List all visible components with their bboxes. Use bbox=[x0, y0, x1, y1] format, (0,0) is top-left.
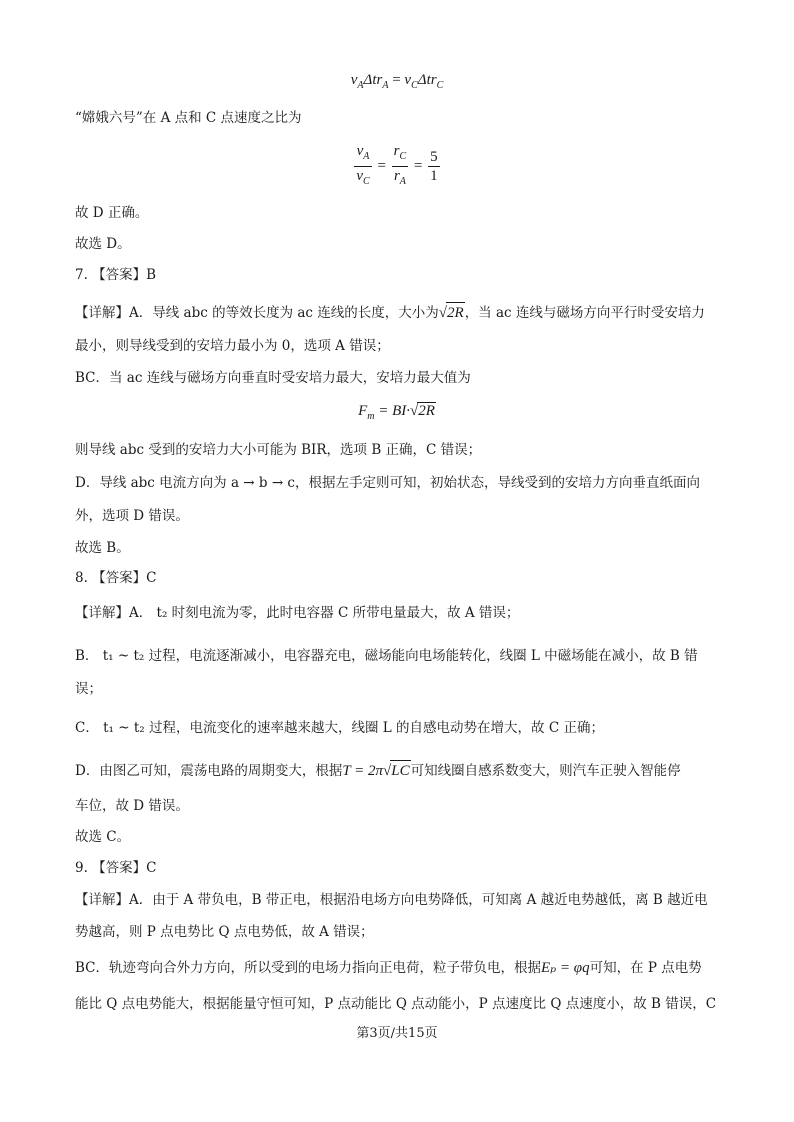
equation-velocity-ratio: $\frac{v_A}{v_C}$ = $\frac{r_C}{r_A}$ = $\frac{5}{1}$ bbox=[0, 142, 794, 191]
question-8-answer: 8. 【答案】C bbox=[75, 570, 157, 586]
text-line: 故 D 正确。 bbox=[75, 205, 149, 221]
eq-dtr: Δtr bbox=[363, 72, 383, 88]
text-line: 车位，故 D 错误。 bbox=[75, 798, 189, 814]
eq-sub: C bbox=[411, 80, 418, 91]
text-line: 故选 D。 bbox=[75, 236, 131, 252]
text-line: 则导线 abc 受到的安培力大小可能为 BIR，选项 B 正确，C 错误； bbox=[75, 442, 482, 458]
question-9-answer: 9. 【答案】C bbox=[75, 860, 157, 876]
text-line: 最小，则导线受到的安培力最小为 0，选项 A 错误； bbox=[75, 338, 390, 354]
text-line: 故选 B。 bbox=[75, 540, 130, 556]
eq-v: v bbox=[350, 72, 358, 88]
fraction: $\frac{v_A}{v_C}$ bbox=[356, 143, 370, 187]
text-line: BC．当 ac 连线与磁场方向垂直时受安培力最大，安培力最大值为 bbox=[75, 370, 471, 386]
eq-sub: A bbox=[382, 80, 389, 91]
fraction: $\frac{r_C}{r_A}$ bbox=[393, 143, 407, 187]
question-7-answer: 7. 【答案】B bbox=[75, 267, 157, 283]
text-line: BC．轨迹弯向合外力方向，所以受到的电场力指向正电荷，粒子带负电，根据Eₚ = φq可知，在 P 点电势 bbox=[75, 960, 702, 976]
eq-sub: A bbox=[357, 80, 364, 91]
text-line: 【详解】A． t₂ 时刻电流为零，此时电容器 C 所带电量最大，故 A 错误； bbox=[75, 605, 520, 621]
eq-equals: = bbox=[392, 72, 401, 88]
text-line: D．导线 abc 电流方向为 a → b → c，根据左手定则可知，初始状态，导线受到的安培力方向垂直纸面向 bbox=[75, 475, 700, 491]
page-number: 第3页/共15页 bbox=[356, 1026, 438, 1041]
text-line: 外，选项 D 错误。 bbox=[75, 508, 189, 524]
text-line: 【详解】A．由于 A 带负电，B 带正电，根据沿电场方向电势降低，可知离 A 越近电势越低，离 B 越近电 bbox=[75, 892, 708, 908]
text-line: “嫦娥六号”在 A 点和 C 点速度之比为 bbox=[75, 110, 302, 126]
text-line: D．由图乙可知，震荡电路的周期变大，根据T = 2π√LC可知线圈自感系数变大，则汽车正驶入智能停 bbox=[75, 760, 681, 781]
eq-dtr: Δtr bbox=[417, 72, 437, 88]
text-line: 势越高，则 P 点电势比 Q 点电势低，故 A 错误； bbox=[75, 924, 374, 940]
eq-sub: C bbox=[436, 80, 444, 91]
eq-v: v bbox=[404, 72, 412, 88]
equation-velocity-area bbox=[0, 72, 794, 91]
text-line: C． t₁ ~ t₂ 过程，电流变化的速率越来越大，线圈 L 的自感电动势在增大，故 C 正确； bbox=[75, 720, 604, 736]
text-line: 故选 C。 bbox=[75, 829, 131, 845]
text-line: 能比 Q 点电势能大，根据能量守恒可知，P 点动能比 Q 点动能小，P 点速度比 Q 点速度小，故 B 错误，C bbox=[75, 996, 717, 1012]
fraction: $\frac{5}{1}$ bbox=[430, 149, 438, 184]
text-line: 误； bbox=[75, 681, 102, 697]
equation-max-force: $F_m = BI\cdot√2R$ bbox=[358, 403, 435, 422]
text-line: B． t₁ ~ t₂ 过程，电流逐渐减小，电容器充电，磁场能向电场能转化，线圈 L 中磁场能在减小，故 B 错 bbox=[75, 648, 698, 664]
text-line: 【详解】A．导线 abc 的等效长度为 ac 连线的长度，大小为√2R，当 ac 连线与磁场方向平行时受安培力 bbox=[75, 302, 705, 323]
